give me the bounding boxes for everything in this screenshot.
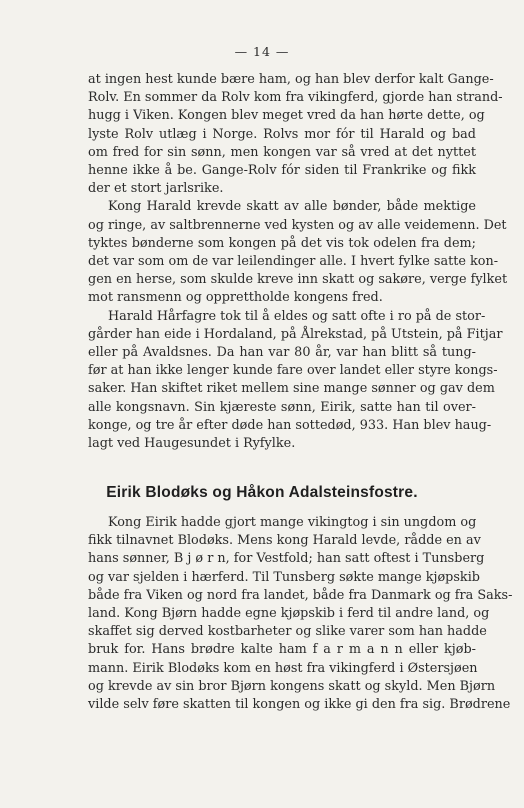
text-line: Harald Hårfagre tok til å eldes og satt ofte i ro på de stor- [108, 308, 486, 324]
text-line: alle kongsnavn. Sin kjæreste sønn, Eirik, satte han til over- [88, 399, 476, 415]
text-line: Kong Harald krevde skatt av alle bønder, både mektige [108, 199, 476, 215]
text-line: gen en herse, som skulde kreve inn skatt og sakøre, verge fylket [88, 272, 508, 288]
text-line: skaffet sig derved kostbarheter og slike varer som han hadde [88, 624, 487, 640]
text-line: lagt ved Haugesundet i Ryfylke. [88, 436, 296, 452]
section-heading: Eirik Blodøks og Håkon Adalsteinsfostre. [106, 484, 418, 501]
text-line: at ingen hest kunde bære ham, og han blev derfor kalt Gange- [88, 72, 494, 87]
text-line: mot ransmenn og opprettholde kongens fred. [88, 290, 383, 306]
text-line: og var sjelden i hærferd. Til Tunsberg søkte mange kjøpskib [88, 569, 480, 585]
section-1-text [88, 71, 508, 453]
text-line: Rolv. En sommer da Rolv kom fra vikingferd, gjorde han strand- [88, 90, 503, 106]
text-line: før at han ikke lenger kunde fare over landet eller styre kongs- [88, 363, 498, 379]
text-line: og krevde av sin bror Bjørn kongens skatt og skyld. Men Bjørn [88, 678, 496, 694]
text-line: hans sønner, B j ø r n, for Vestfold; han satt oftest i Tunsberg [88, 551, 485, 567]
text-line: vilde selv føre skatten til kongen og ikke gi den fra sig. Brødrene [88, 697, 511, 713]
text-line: saker. Han skiftet riket mellem sine mange sønner og gav dem [88, 381, 495, 397]
section-2-text [88, 514, 513, 714]
text-line: der et stort jarlsrike. [88, 181, 224, 197]
text-line: land. Kong Bjørn hadde egne kjøpskib i ferd til andre land, og [88, 606, 490, 622]
text-line: både fra Viken og nord fra landet, både fra Danmark og fra Saks- [88, 587, 513, 603]
page-number: — 14 — [234, 44, 290, 59]
text-line: eller på Avaldsnes. Da han var 80 år, var han blitt så tung- [88, 345, 476, 361]
text-line: bruk for. Hans brødre kalte ham f a r m a n n eller kjøb- [88, 642, 476, 658]
text-line: fikk tilnavnet Blodøks. Mens kong Harald levde, rådde en av [88, 533, 481, 549]
text-line: det var som om de var leilendinger alle. I hvert fylke satte kon- [88, 254, 499, 270]
text-line: henne ikke å be. Gange-Rolv fór siden til Frankrike og fikk [88, 163, 476, 179]
text-line: om fred for sin sønn, men kongen var så vred at det nyttet [88, 144, 476, 160]
text-line: og ringe, av saltbrennerne ved kysten og av alle veidemenn. Det [88, 217, 507, 233]
text-line: hugg i Viken. Kongen blev meget vred da han hørte dette, og [88, 108, 485, 124]
text-line: tyktes bønderne som kongen på det vis tok odelen fra dem; [88, 235, 476, 251]
text-line: gårder han eide i Hordaland, på Ålrekstad, på Utstein, på Fitjar [88, 326, 503, 342]
text-line: Kong Eirik hadde gjort mange vikingtog i sin ungdom og [108, 515, 477, 530]
text-line: lyste Rolv utlæg i Norge. Rolvs mor fór til Harald og bad [88, 126, 476, 142]
text-line: mann. Eirik Blodøks kom en høst fra vikingferd i Østersjøen [88, 660, 478, 676]
text-line: konge, og tre år efter døde han sottedød, 933. Han blev haug- [88, 417, 492, 433]
